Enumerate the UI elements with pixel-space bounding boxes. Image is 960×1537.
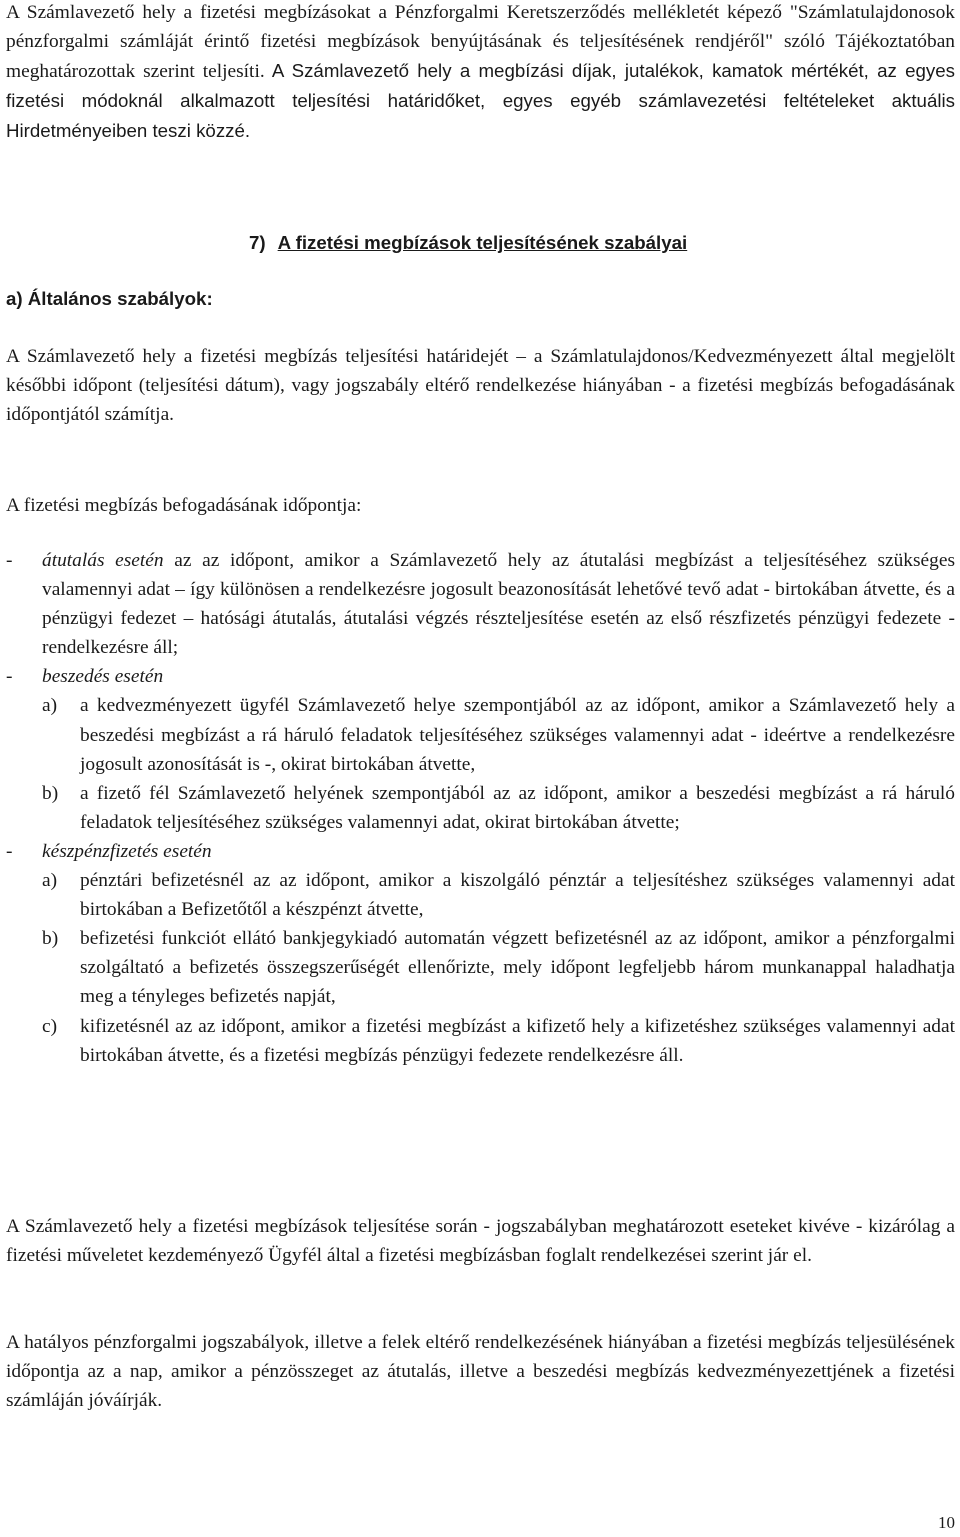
sub-item — [42, 691, 955, 778]
instructions-paragraph: A Számlavezető hely a fizetési megbízások teljesítése során - jogszabályban meghatározott eseteket kivéve - kizárólag a fizetési műveletet kezdeményező Ügyfél által a fizetési megbízásban foglalt rendelkezései szerint jár el. — [6, 1216, 955, 1267]
section-title: A fizetési megbízások teljesítésének szabályai — [277, 232, 688, 253]
subsection-heading: a) Általános szabályok: — [6, 288, 213, 309]
sub-item — [42, 1012, 955, 1070]
intro-paragraph — [6, 0, 955, 146]
list-item-body — [42, 546, 955, 662]
sub-item-label: b) — [42, 928, 59, 950]
list-dash: - — [6, 666, 13, 688]
list-item-body — [42, 837, 955, 866]
sub-item — [42, 924, 955, 1011]
payment-mode: készpénzfizetés esetén — [42, 840, 212, 862]
list-item — [6, 837, 955, 866]
receipt-heading: A fizetési megbízás befogadásának időpontja: — [6, 495, 362, 516]
page-number: 10 — [938, 1513, 955, 1532]
sub-item-label: b) — [42, 782, 59, 804]
list-item-text: az az időpont, amikor a Számlavezető hely az átutalási megbízást a teljesítéséhez szükséges valamennyi adat – így különösen a rendelkezésre jogosult beazonosítását lehetővé tevő adat - birtokában átvette, és a pénzügyi fedezet – hatósági átutalás, átutalási végzés részteljesítése esetén az első részfizetés pénzügyi fedezete - rendelkezésre áll; — [42, 550, 955, 659]
sub-item-text: kifizetésnél az az időpont, amikor a fizetési megbízást a kifizető hely a kifizetéshez szükséges valamennyi adat birtokában átvette, és a fizetési megbízás pénzügyi fedezete rendelkezésre áll. — [80, 1015, 955, 1066]
list-item-body — [42, 662, 955, 691]
fulfilment-paragraph: A hatályos pénzforgalmi jogszabályok, illetve a felek eltérő rendelkezésének hiányában a fizetési megbízás teljesülésének időpontja az a nap, amikor a pénzösszeget az átutalás, illetve a beszedési megbízás kedvezményezettjének a fizetési számláján jóváírják. — [6, 1332, 955, 1412]
intro-sentence-1: A Számlavezető hely a fizetési megbízásokat a Pénzforgalmi Keretszerződés mellékletét képező "Számlatulajdonosok pénzforgalmi számláját érintő fizetési megbízások benyújtásának és teljesítésének rendjéről" szóló Tájékoztatóban meghatározottak szerint teljesíti. — [6, 2, 955, 83]
sub-item-text: a fizető fél Számlavezető helyének szempontjából az az időpont, amikor a beszedési megbízást a rá háruló feladatok teljesítéséhez szükséges valamennyi adat, okirat birtokában átvette; — [80, 782, 955, 833]
section-number: 7) — [249, 232, 266, 253]
list-item — [6, 662, 955, 691]
sub-item-label: a) — [42, 870, 58, 892]
sub-item-text: pénztári befizetésnél az az időpont, amikor a kiszolgáló pénztár a teljesítéshez szükséges valamennyi adat birtokában a Befizetőtől a készpénzt átvette, — [80, 870, 955, 921]
list-item — [6, 546, 955, 662]
sub-item — [42, 779, 955, 837]
sub-item-text: befizetési funkciót ellátó bankjegykiadó automatán végzett befizetésnél az az időpont, amikor a pénzforgalmi szolgáltató a befizetés összegszerűségét ellenőrizte, mely időpont legfeljebb három munkanappal haladhatja meg a tényleges befizetés napját, — [80, 928, 955, 1008]
payment-mode: beszedés esetén — [42, 666, 164, 688]
intro-sentence-2: A Számlavezető hely a megbízási díjak, jutalékok, kamatok mértékét, az egyes fizetési módoknál alkalmazott teljesítési határidőket, egyes egyéb számlavezetési feltételeket aktuális Hirdetményeiben teszi közzé. — [6, 60, 955, 142]
list-dash: - — [6, 840, 13, 862]
sub-item-label: a) — [42, 695, 58, 717]
receipt-list — [6, 546, 955, 1070]
sub-item — [42, 866, 955, 924]
deadline-paragraph: A Számlavezető hely a fizetési megbízás teljesítési határidejét – a Számlatulajdonos/Kedvezményezett által megjelölt későbbi időpont (teljesítési dátum), vagy jogszabály eltérő rendelkezése hiányában - a fizetési megbízás befogadásának időpontjától számítja. — [6, 346, 955, 426]
sub-item-text: a kedvezményezett ügyfél Számlavezető helye szempontjából az az időpont, amikor a Számlavezető hely a beszedési megbízást a rá háruló feladatok teljesítéséhez szükséges valamennyi adat - ideértve a rendelkezésre jogosult azonosítását is -, okirat birtokában átvette, — [80, 695, 955, 775]
list-dash: - — [6, 550, 13, 571]
payment-mode: átutalás esetén — [42, 550, 164, 571]
section-heading — [249, 228, 687, 257]
sub-item-label: c) — [42, 1015, 58, 1037]
